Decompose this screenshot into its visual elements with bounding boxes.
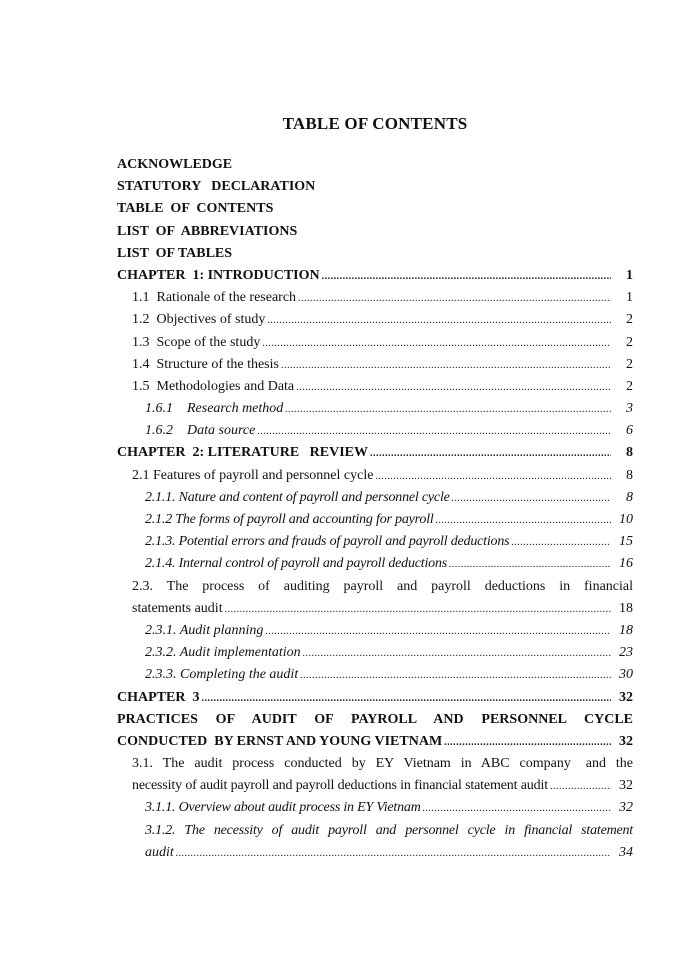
leader-dots bbox=[322, 266, 611, 288]
toc-subsection-2-3-1[interactable]: 2.3.1. Audit planning ..... 18 bbox=[117, 620, 633, 642]
toc-subsection-3-1-2[interactable]: audit ..... 34 bbox=[117, 842, 633, 864]
toc-section-1-1[interactable]: 1.1 Rationale of the research ..... 1 bbox=[117, 287, 633, 309]
toc-statutory-declaration[interactable]: STATUTORY DECLARATION bbox=[117, 179, 316, 195]
toc-chapter-3[interactable]: CHAPTER 3 ..... 32 bbox=[117, 687, 633, 709]
toc-chapter-3-title-line1[interactable]: PRACTICES OF AUDIT OF PAYROLL AND PERSONNEL CYCLE bbox=[117, 711, 633, 727]
toc-section-2-1[interactable]: 2.1 Features of payroll and personnel cycle ..... 8 bbox=[117, 465, 633, 487]
toc-subsection-2-1-4[interactable]: 2.1.4. Internal control of payroll and payroll deductions ..... 16 bbox=[117, 553, 633, 575]
toc-subsection-3-1-1[interactable]: 3.1.1. Overview about audit process in EY Vietnam ..... 32 bbox=[117, 797, 633, 819]
leader-dots bbox=[375, 466, 611, 488]
leader-dots bbox=[265, 621, 611, 643]
toc-section-1-3[interactable]: 1.3 Scope of the study ..... 2 bbox=[117, 332, 633, 354]
toc-subsection-2-1-2[interactable]: 2.1.2 The forms of payroll and accounting for payroll ..... 10 bbox=[117, 509, 633, 531]
toc-subsection-2-1-1[interactable]: 2.1.1. Nature and content of payroll and personnel cycle ..... 8 bbox=[117, 487, 633, 509]
toc-section-2-3[interactable]: statements audit ..... 18 bbox=[117, 598, 633, 620]
toc-section-1-2[interactable]: 1.2 Objectives of study ..... 2 bbox=[117, 309, 633, 331]
leader-dots bbox=[436, 510, 611, 532]
leader-dots bbox=[423, 798, 611, 820]
toc-chapter-1[interactable]: CHAPTER 1: INTRODUCTION ..... 1 bbox=[117, 265, 633, 287]
toc-subsection-3-1-2-line1[interactable]: 3.1.2. The necessity of audit payroll and personnel cycle in financial statement bbox=[145, 822, 633, 838]
leader-dots bbox=[176, 843, 611, 865]
toc-subsection-1-6-2[interactable]: 1.6.2 Data source ..... 6 bbox=[117, 420, 633, 442]
toc-subsection-2-3-3[interactable]: 2.3.3. Completing the audit ..... 30 bbox=[117, 664, 633, 686]
leader-dots bbox=[370, 443, 611, 465]
leader-dots bbox=[298, 288, 611, 310]
leader-dots bbox=[452, 488, 611, 510]
leader-dots bbox=[300, 665, 611, 687]
leader-dots bbox=[201, 688, 611, 710]
toc-section-2-3-line1[interactable]: 2.3. The process of auditing payroll and payroll deductions in financial bbox=[132, 578, 633, 594]
table-of-contents bbox=[117, 154, 633, 864]
leader-dots bbox=[225, 599, 611, 621]
toc-subsection-2-3-2[interactable]: 2.3.2. Audit implementation ..... 23 bbox=[117, 642, 633, 664]
toc-chapter-3-title-line2[interactable]: CONDUCTED BY ERNST AND YOUNG VIETNAM ..... 32 bbox=[117, 731, 633, 753]
leader-dots bbox=[285, 399, 611, 421]
toc-subsection-1-6-1[interactable]: 1.6.1 Research method ..... 3 bbox=[117, 398, 633, 420]
leader-dots bbox=[449, 554, 611, 576]
page-title: TABLE OF CONTENTS bbox=[282, 114, 468, 133]
toc-chapter-2[interactable]: CHAPTER 2: LITERATURE REVIEW ..... 8 bbox=[117, 442, 633, 464]
toc-subsection-2-1-3[interactable]: 2.1.3. Potential errors and frauds of payroll and payroll deductions ..... 15 bbox=[117, 531, 633, 553]
leader-dots bbox=[511, 532, 611, 554]
toc-acknowledge[interactable]: ACKNOWLEDGE bbox=[117, 157, 233, 172]
toc-list-of-tables[interactable]: LIST OF TABLES bbox=[117, 245, 233, 261]
leader-dots bbox=[296, 377, 611, 399]
toc-table-of-contents[interactable]: TABLE OF CONTENTS bbox=[117, 201, 274, 217]
leader-dots bbox=[281, 355, 611, 377]
toc-list-of-abbreviations[interactable]: LIST OF ABBREVIATIONS bbox=[117, 223, 298, 239]
leader-dots bbox=[550, 776, 611, 798]
toc-section-3-1-line1[interactable]: 3.1. The audit process conducted by EY Vietnam in ABC company and the bbox=[132, 756, 633, 772]
toc-section-1-5[interactable]: 1.5 Methodologies and Data ..... 2 bbox=[117, 376, 633, 398]
leader-dots bbox=[444, 732, 611, 754]
leader-dots bbox=[262, 333, 611, 355]
leader-dots bbox=[303, 643, 611, 665]
toc-section-1-4[interactable]: 1.4 Structure of the thesis ..... 2 bbox=[117, 354, 633, 376]
toc-section-3-1[interactable]: necessity of audit payroll and payroll deductions in financial statement audit ..... 32 bbox=[117, 775, 633, 797]
leader-dots bbox=[267, 310, 611, 332]
leader-dots bbox=[257, 421, 611, 443]
